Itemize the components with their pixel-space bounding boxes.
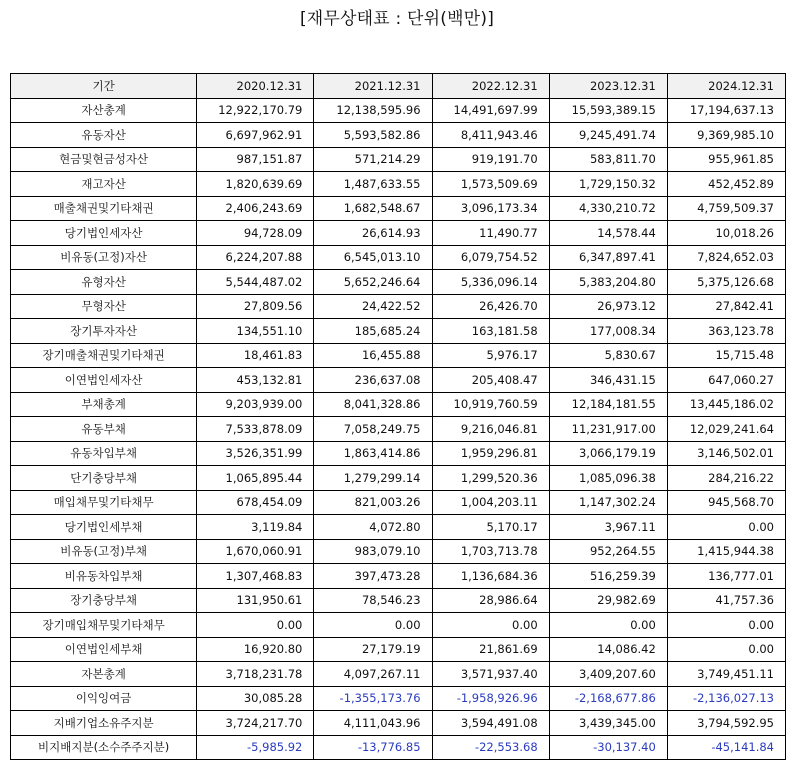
column-header-date: 2024.12.31 — [667, 74, 785, 99]
value-cell: 5,593,582.86 — [314, 123, 432, 148]
value-cell: -2,168,677.86 — [549, 686, 667, 711]
value-cell: 4,097,267.11 — [314, 662, 432, 687]
value-cell: 1,065,895.44 — [197, 466, 314, 491]
value-cell: 177,008.34 — [549, 319, 667, 344]
value-cell: 0.00 — [667, 515, 785, 540]
table-row — [11, 221, 786, 246]
value-cell: 284,216.22 — [667, 466, 785, 491]
row-label: 무형자산 — [11, 294, 197, 319]
row-label: 장기매입채무및기타채무 — [11, 613, 197, 638]
value-cell: 30,085.28 — [197, 686, 314, 711]
value-cell: 7,533,878.09 — [197, 417, 314, 442]
value-cell: 3,571,937.40 — [432, 662, 549, 687]
value-cell: 136,777.01 — [667, 564, 785, 589]
table-row — [11, 196, 786, 221]
table-row — [11, 515, 786, 540]
value-cell: 185,685.24 — [314, 319, 432, 344]
table-header-row — [11, 74, 786, 99]
value-cell: 94,728.09 — [197, 221, 314, 246]
table-body — [11, 98, 786, 760]
value-cell: 27,842.41 — [667, 294, 785, 319]
value-cell: 6,347,897.41 — [549, 245, 667, 270]
table-row — [11, 368, 786, 393]
value-cell: 4,330,210.72 — [549, 196, 667, 221]
table-row — [11, 539, 786, 564]
column-header-period: 기간 — [11, 74, 197, 99]
value-cell: 987,151.87 — [197, 147, 314, 172]
value-cell: 9,203,939.00 — [197, 392, 314, 417]
value-cell: -1,958,926.96 — [432, 686, 549, 711]
value-cell: 16,455.88 — [314, 343, 432, 368]
value-cell: 4,072.80 — [314, 515, 432, 540]
value-cell: 14,086.42 — [549, 637, 667, 662]
row-label: 유형자산 — [11, 270, 197, 295]
value-cell: 3,439,345.00 — [549, 711, 667, 736]
column-header-date: 2023.12.31 — [549, 74, 667, 99]
value-cell: 3,794,592.95 — [667, 711, 785, 736]
value-cell: 3,718,231.78 — [197, 662, 314, 687]
value-cell: 12,922,170.79 — [197, 98, 314, 123]
value-cell: 3,724,217.70 — [197, 711, 314, 736]
value-cell: 10,018.26 — [667, 221, 785, 246]
value-cell: 134,551.10 — [197, 319, 314, 344]
value-cell: 6,697,962.91 — [197, 123, 314, 148]
table-row — [11, 270, 786, 295]
table-row — [11, 564, 786, 589]
value-cell: 3,594,491.08 — [432, 711, 549, 736]
row-label: 현금및현금성자산 — [11, 147, 197, 172]
value-cell: -22,553.68 — [432, 735, 549, 760]
value-cell: 15,715.48 — [667, 343, 785, 368]
value-cell: 1,279,299.14 — [314, 466, 432, 491]
table-row — [11, 417, 786, 442]
table-row — [11, 172, 786, 197]
value-cell: 955,961.85 — [667, 147, 785, 172]
row-label: 매입채무및기타채무 — [11, 490, 197, 515]
value-cell: 12,138,595.96 — [314, 98, 432, 123]
value-cell: 821,003.26 — [314, 490, 432, 515]
value-cell: 0.00 — [549, 613, 667, 638]
value-cell: 6,224,207.88 — [197, 245, 314, 270]
value-cell: 945,568.70 — [667, 490, 785, 515]
value-cell: 11,231,917.00 — [549, 417, 667, 442]
table-row — [11, 245, 786, 270]
value-cell: 78,546.23 — [314, 588, 432, 613]
value-cell: 1,004,203.11 — [432, 490, 549, 515]
value-cell: 24,422.52 — [314, 294, 432, 319]
value-cell: 1,487,633.55 — [314, 172, 432, 197]
value-cell: 678,454.09 — [197, 490, 314, 515]
table-row — [11, 686, 786, 711]
value-cell: 3,749,451.11 — [667, 662, 785, 687]
value-cell: 5,336,096.14 — [432, 270, 549, 295]
column-header-date: 2021.12.31 — [314, 74, 432, 99]
value-cell: 5,652,246.64 — [314, 270, 432, 295]
row-label: 장기투자자산 — [11, 319, 197, 344]
value-cell: 1,415,944.38 — [667, 539, 785, 564]
value-cell: 1,085,096.38 — [549, 466, 667, 491]
value-cell: 1,307,468.83 — [197, 564, 314, 589]
row-label: 비유동(고정)자산 — [11, 245, 197, 270]
value-cell: 4,759,509.37 — [667, 196, 785, 221]
row-label: 지배기업소유주지분 — [11, 711, 197, 736]
value-cell: 1,959,296.81 — [432, 441, 549, 466]
table-row — [11, 441, 786, 466]
value-cell: -13,776.85 — [314, 735, 432, 760]
table-row — [11, 735, 786, 760]
value-cell: 1,682,548.67 — [314, 196, 432, 221]
value-cell: 983,079.10 — [314, 539, 432, 564]
value-cell: 452,452.89 — [667, 172, 785, 197]
column-header-date: 2020.12.31 — [197, 74, 314, 99]
row-label: 자산총계 — [11, 98, 197, 123]
table-row — [11, 466, 786, 491]
value-cell: 16,920.80 — [197, 637, 314, 662]
value-cell: -5,985.92 — [197, 735, 314, 760]
table-row — [11, 392, 786, 417]
value-cell: 3,409,207.60 — [549, 662, 667, 687]
value-cell: 3,146,502.01 — [667, 441, 785, 466]
table-row — [11, 147, 786, 172]
row-label: 비지배지분(소수주주지분) — [11, 735, 197, 760]
row-label: 당기법인세자산 — [11, 221, 197, 246]
value-cell: 9,245,491.74 — [549, 123, 667, 148]
value-cell: 8,041,328.86 — [314, 392, 432, 417]
row-label: 장기충당부채 — [11, 588, 197, 613]
row-label: 부채총계 — [11, 392, 197, 417]
value-cell: 7,058,249.75 — [314, 417, 432, 442]
value-cell: 6,545,013.10 — [314, 245, 432, 270]
value-cell: 5,375,126.68 — [667, 270, 785, 295]
row-label: 자본총계 — [11, 662, 197, 687]
value-cell: 1,573,509.69 — [432, 172, 549, 197]
value-cell: 9,369,985.10 — [667, 123, 785, 148]
row-label: 비유동차입부채 — [11, 564, 197, 589]
table-row — [11, 588, 786, 613]
value-cell: 27,809.56 — [197, 294, 314, 319]
value-cell: 3,119.84 — [197, 515, 314, 540]
value-cell: 13,445,186.02 — [667, 392, 785, 417]
value-cell: 1,299,520.36 — [432, 466, 549, 491]
value-cell: 919,191.70 — [432, 147, 549, 172]
value-cell: 9,216,046.81 — [432, 417, 549, 442]
value-cell: 346,431.15 — [549, 368, 667, 393]
value-cell: 26,973.12 — [549, 294, 667, 319]
value-cell: 397,473.28 — [314, 564, 432, 589]
value-cell: 571,214.29 — [314, 147, 432, 172]
value-cell: 15,593,389.15 — [549, 98, 667, 123]
value-cell: 8,411,943.46 — [432, 123, 549, 148]
value-cell: 5,383,204.80 — [549, 270, 667, 295]
table-row — [11, 294, 786, 319]
row-label: 재고자산 — [11, 172, 197, 197]
row-label: 매출채권및기타채권 — [11, 196, 197, 221]
value-cell: -2,136,027.13 — [667, 686, 785, 711]
value-cell: 0.00 — [432, 613, 549, 638]
row-label: 이익잉여금 — [11, 686, 197, 711]
value-cell: 952,264.55 — [549, 539, 667, 564]
value-cell: 17,194,637.13 — [667, 98, 785, 123]
value-cell: 0.00 — [197, 613, 314, 638]
table-row — [11, 711, 786, 736]
value-cell: 14,578.44 — [549, 221, 667, 246]
row-label: 유동부채 — [11, 417, 197, 442]
value-cell: 5,170.17 — [432, 515, 549, 540]
row-label: 단기충당부채 — [11, 466, 197, 491]
value-cell: 41,757.36 — [667, 588, 785, 613]
value-cell: 28,986.64 — [432, 588, 549, 613]
value-cell: 1,670,060.91 — [197, 539, 314, 564]
page-title: [재무상태표 : 단위(백만)] — [299, 9, 495, 29]
value-cell: 11,490.77 — [432, 221, 549, 246]
value-cell: 3,096,173.34 — [432, 196, 549, 221]
value-cell: 1,136,684.36 — [432, 564, 549, 589]
table-row — [11, 613, 786, 638]
value-cell: 5,830.67 — [549, 343, 667, 368]
value-cell: 6,079,754.52 — [432, 245, 549, 270]
value-cell: 12,184,181.55 — [549, 392, 667, 417]
value-cell: 27,179.19 — [314, 637, 432, 662]
value-cell: 163,181.58 — [432, 319, 549, 344]
value-cell: 205,408.47 — [432, 368, 549, 393]
value-cell: 1,703,713.78 — [432, 539, 549, 564]
table-row — [11, 343, 786, 368]
value-cell: 26,614.93 — [314, 221, 432, 246]
value-cell: 3,967.11 — [549, 515, 667, 540]
table-row — [11, 490, 786, 515]
table-row — [11, 98, 786, 123]
value-cell: 3,526,351.99 — [197, 441, 314, 466]
value-cell: 0.00 — [314, 613, 432, 638]
value-cell: 26,426.70 — [432, 294, 549, 319]
table-row — [11, 123, 786, 148]
value-cell: 363,123.78 — [667, 319, 785, 344]
value-cell: 1,729,150.32 — [549, 172, 667, 197]
row-label: 당기법인세부채 — [11, 515, 197, 540]
value-cell: 4,111,043.96 — [314, 711, 432, 736]
value-cell: 0.00 — [667, 613, 785, 638]
row-label: 장기매출채권및기타채권 — [11, 343, 197, 368]
value-cell: 453,132.81 — [197, 368, 314, 393]
value-cell: -30,137.40 — [549, 735, 667, 760]
value-cell: 29,982.69 — [549, 588, 667, 613]
value-cell: 12,029,241.64 — [667, 417, 785, 442]
value-cell: 3,066,179.19 — [549, 441, 667, 466]
value-cell: 7,824,652.03 — [667, 245, 785, 270]
value-cell: 21,861.69 — [432, 637, 549, 662]
value-cell: 5,976.17 — [432, 343, 549, 368]
value-cell: 1,863,414.86 — [314, 441, 432, 466]
row-label: 유동차입부채 — [11, 441, 197, 466]
table-row — [11, 637, 786, 662]
row-label: 비유동(고정)부채 — [11, 539, 197, 564]
value-cell: 0.00 — [667, 637, 785, 662]
value-cell: -45,141.84 — [667, 735, 785, 760]
value-cell: 236,637.08 — [314, 368, 432, 393]
table-row — [11, 319, 786, 344]
row-label: 이연법인세자산 — [11, 368, 197, 393]
balance-sheet-table — [10, 73, 786, 760]
value-cell: 18,461.83 — [197, 343, 314, 368]
value-cell: 516,259.39 — [549, 564, 667, 589]
value-cell: -1,355,173.76 — [314, 686, 432, 711]
value-cell: 1,820,639.69 — [197, 172, 314, 197]
value-cell: 5,544,487.02 — [197, 270, 314, 295]
row-label: 유동자산 — [11, 123, 197, 148]
value-cell: 10,919,760.59 — [432, 392, 549, 417]
value-cell: 583,811.70 — [549, 147, 667, 172]
column-header-date: 2022.12.31 — [432, 74, 549, 99]
value-cell: 2,406,243.69 — [197, 196, 314, 221]
value-cell: 131,950.61 — [197, 588, 314, 613]
row-label: 이연법인세부채 — [11, 637, 197, 662]
value-cell: 14,491,697.99 — [432, 98, 549, 123]
value-cell: 1,147,302.24 — [549, 490, 667, 515]
table-row — [11, 662, 786, 687]
value-cell: 647,060.27 — [667, 368, 785, 393]
